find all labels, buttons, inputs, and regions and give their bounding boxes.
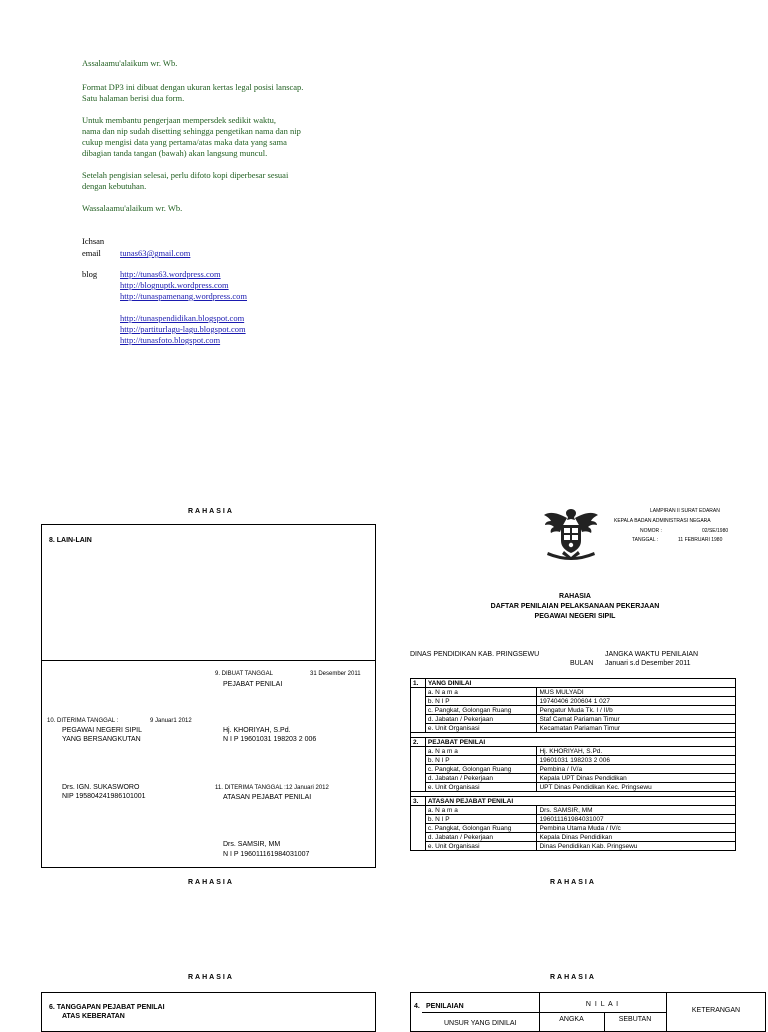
angka-header: ANGKA: [559, 1016, 584, 1023]
dibuat-date: 31 Desember 2011: [310, 671, 361, 677]
nomor-value: 02/SE/1980: [702, 528, 729, 534]
table-cell: 1.: [411, 679, 426, 688]
rahasia-footer: RAHASIA: [188, 879, 234, 886]
unsur-header: UNSUR YANG DINILAI: [444, 1020, 517, 1027]
dinilai-name: Drs. IGN. SUKASWORO: [62, 784, 140, 791]
table-row: [411, 765, 736, 774]
note-line: nama dan nip sudah disetting sehingga pengetikan nama dan nip: [82, 126, 301, 136]
form-subtitle: PEGAWAI NEGERI SIPIL: [534, 613, 616, 620]
section-header: [411, 738, 736, 747]
table-row: [411, 747, 736, 756]
penilai-name: Hj. KHORIYAH, S.Pd.: [223, 727, 291, 734]
table-row: [411, 783, 736, 792]
pejabat-penilai-label: PEJABAT PENILAI: [223, 681, 283, 688]
rahasia-title: RAHASIA: [559, 593, 591, 600]
lain-lain-box: [41, 524, 376, 868]
table-cell: 2.: [411, 738, 426, 747]
atasan-name: Drs. SAMSIR, MM: [223, 841, 281, 848]
blog-link[interactable]: http://tunas63.wordpress.com: [120, 269, 221, 279]
periode-value: Januari s.d Desember 2011: [605, 660, 691, 667]
blog-link[interactable]: http://tunaspamenang.wordpress.com: [120, 291, 248, 301]
table-cell: c. Pangkat, Golongan Ruang: [425, 824, 537, 833]
table-cell: e. Unit Organisasi: [425, 783, 537, 792]
table-cell: e. Unit Organisasi: [425, 842, 537, 851]
nomor-label: NOMOR :: [640, 528, 662, 534]
blog-label: blog: [82, 269, 98, 279]
table-row: [411, 697, 736, 706]
form-title: DAFTAR PENILAIAN PELAKSANAAN PEKERJAAN: [490, 603, 660, 610]
table-cell: [411, 747, 426, 792]
bulan-label: BULAN: [570, 660, 594, 667]
table-row: [411, 688, 736, 697]
diterima-label: 10. DITERIMA TANGGAL :: [47, 718, 119, 724]
table-cell: 196011161984031007: [537, 815, 736, 824]
closing: Wassalaamu'alaikum wr. Wb.: [82, 203, 183, 213]
note-line: Setelah pengisian selesai, perlu difoto kopi diperbesar sesuai: [82, 170, 289, 180]
table-cell: Pembina Utama Muda / IV/c: [537, 824, 736, 833]
table-cell: Drs. SAMSIR, MM: [537, 806, 736, 815]
table-cell: b. N I P: [425, 815, 537, 824]
divider: [41, 660, 376, 661]
atasan-nip: N I P 196011161984031007: [223, 851, 310, 858]
table-row: [411, 806, 736, 815]
table-row: [411, 774, 736, 783]
table-cell: a. N a m a: [425, 688, 537, 697]
diterima-date: 9 Januar1 2012: [150, 718, 192, 724]
table-cell: ATASAN PEJABAT PENILAI: [425, 797, 735, 806]
keterangan-header: KETERANGAN: [691, 1007, 741, 1014]
lain-lain-heading: 8. LAIN-LAIN: [49, 537, 92, 544]
table-row: [411, 842, 736, 851]
blog-link[interactable]: http://tunasfoto.blogspot.com: [120, 335, 221, 345]
table-row: [411, 756, 736, 765]
yang-bersangkutan-label: YANG BERSANGKUTAN: [62, 736, 141, 743]
table-cell: UPT Dinas Pendidikan Kec. Pringsewu: [537, 783, 736, 792]
table-row: [411, 715, 736, 724]
email-label: email: [82, 248, 101, 258]
penilaian-number: 4.: [414, 1003, 420, 1010]
penilaian-label: PENILAIAN: [426, 1003, 464, 1010]
table-cell: Kepala UPT Dinas Pendidikan: [537, 774, 736, 783]
note-line: cukup mengisi data yang pertama/atas maka data yang sama: [82, 137, 287, 147]
table-cell: 19601031 198203 2 006: [537, 756, 736, 765]
table-cell: [411, 806, 426, 851]
dinilai-nip: NIP 195804241986101001: [62, 793, 146, 800]
diterima11-label: 11. DITERIMA TANGGAL :12 Januari 2012: [215, 785, 329, 791]
note-line: dengan kebutuhan.: [82, 181, 147, 191]
dibuat-label: 9. DIBUAT TANGGAL: [215, 671, 273, 677]
table-cell: MUS MULYADI: [537, 688, 736, 697]
table-cell: PEJABAT PENILAI: [425, 738, 735, 747]
table-cell: Kepala Dinas Pendidikan: [537, 833, 736, 842]
divider: [539, 1012, 666, 1013]
table-row: [411, 824, 736, 833]
tanggapan-heading: 6. TANGGAPAN PEJABAT PENILAI: [49, 1004, 165, 1011]
table-row: [411, 833, 736, 842]
blog-link[interactable]: http://tunaspendidikan.blogspot.com: [120, 313, 245, 323]
tanggapan-subheading: ATAS KEBERATAN: [62, 1013, 125, 1020]
note-line: Format DP3 ini dibuat dengan ukuran kertas legal posisi lanscap.: [82, 82, 304, 92]
rahasia-header: RAHASIA: [188, 508, 234, 515]
table-cell: d. Jabatan / Pekerjaan: [425, 774, 537, 783]
table-cell: Pengatur Muda Tk. I / II/b: [537, 706, 736, 715]
pns-label: PEGAWAI NEGERI SIPIL: [62, 727, 143, 734]
section-header: [411, 679, 736, 688]
table-cell: b. N I P: [425, 756, 537, 765]
table-cell: Hj. KHORIYAH, S.Pd.: [537, 747, 736, 756]
nilai-header: N I L A I: [585, 1001, 620, 1008]
table-cell: c. Pangkat, Golongan Ruang: [425, 706, 537, 715]
table-cell: d. Jabatan / Pekerjaan: [425, 715, 537, 724]
blog-link[interactable]: http://blognuptk.wordpress.com: [120, 280, 229, 290]
table-cell: b. N I P: [425, 697, 537, 706]
atasan-label: ATASAN PEJABAT PENILAI: [223, 794, 312, 801]
note-line: Untuk membantu pengerjaan mempersdek sedikit waktu,: [82, 115, 277, 125]
section-header: [411, 797, 736, 806]
blog-link[interactable]: http://partiturlagu-lagu.blogspot.com: [120, 324, 246, 334]
rahasia-header-bottom-right: RAHASIA: [550, 974, 596, 981]
author: Ichsan: [82, 236, 105, 246]
sebutan-header: SEBUTAN: [618, 1016, 652, 1023]
table-cell: 19740406 200604 1 027: [537, 697, 736, 706]
table-cell: 3.: [411, 797, 426, 806]
table-row: [411, 815, 736, 824]
email-link[interactable]: tunas63@gmail.com: [120, 248, 191, 258]
jangka-label: JANGKA WAKTU PENILAIAN: [605, 651, 699, 658]
table-cell: [411, 688, 426, 733]
rahasia-header-bottom: RAHASIA: [188, 974, 234, 981]
rahasia-footer-right: RAHASIA: [550, 879, 596, 886]
table-cell: c. Pangkat, Golongan Ruang: [425, 765, 537, 774]
lampiran-label: LAMPIRAN II SURAT EDARAN: [650, 508, 720, 514]
note-line: dibagian tanda tangan (bawah) akan langsung muncul.: [82, 148, 268, 158]
table-row: [411, 706, 736, 715]
table-cell: Dinas Pendidikan Kab. Pringsewu: [537, 842, 736, 851]
divider: [422, 1012, 539, 1013]
tanggal-label: TANGGAL :: [632, 537, 659, 543]
kepala-label: KEPALA BADAN ADMINISTRASI NEGARA: [614, 518, 711, 524]
note-line: Satu halaman berisi dua form.: [82, 93, 185, 103]
garuda-emblem-icon: [540, 505, 602, 563]
table-cell: e. Unit Organisasi: [425, 724, 537, 733]
tanggal-value: 11 FEBRUARI 1980: [678, 537, 723, 543]
table-row: [411, 724, 736, 733]
greeting: Assalaamu'alaikum wr. Wb.: [82, 58, 178, 68]
table-cell: d. Jabatan / Pekerjaan: [425, 833, 537, 842]
identity-table: [410, 678, 736, 851]
table-cell: Staf Camat Pariaman Timur: [537, 715, 736, 724]
penilai-nip: N I P 19601031 198203 2 006: [223, 736, 317, 743]
table-cell: a. N a m a: [425, 806, 537, 815]
dinas-label: DINAS PENDIDIKAN KAB. PRINGSEWU: [410, 651, 540, 658]
table-cell: Pembina / IV/a: [537, 765, 736, 774]
table-cell: a. N a m a: [425, 747, 537, 756]
table-cell: Kecamatan Pariaman Timur: [537, 724, 736, 733]
table-cell: YANG DINILAI: [425, 679, 735, 688]
